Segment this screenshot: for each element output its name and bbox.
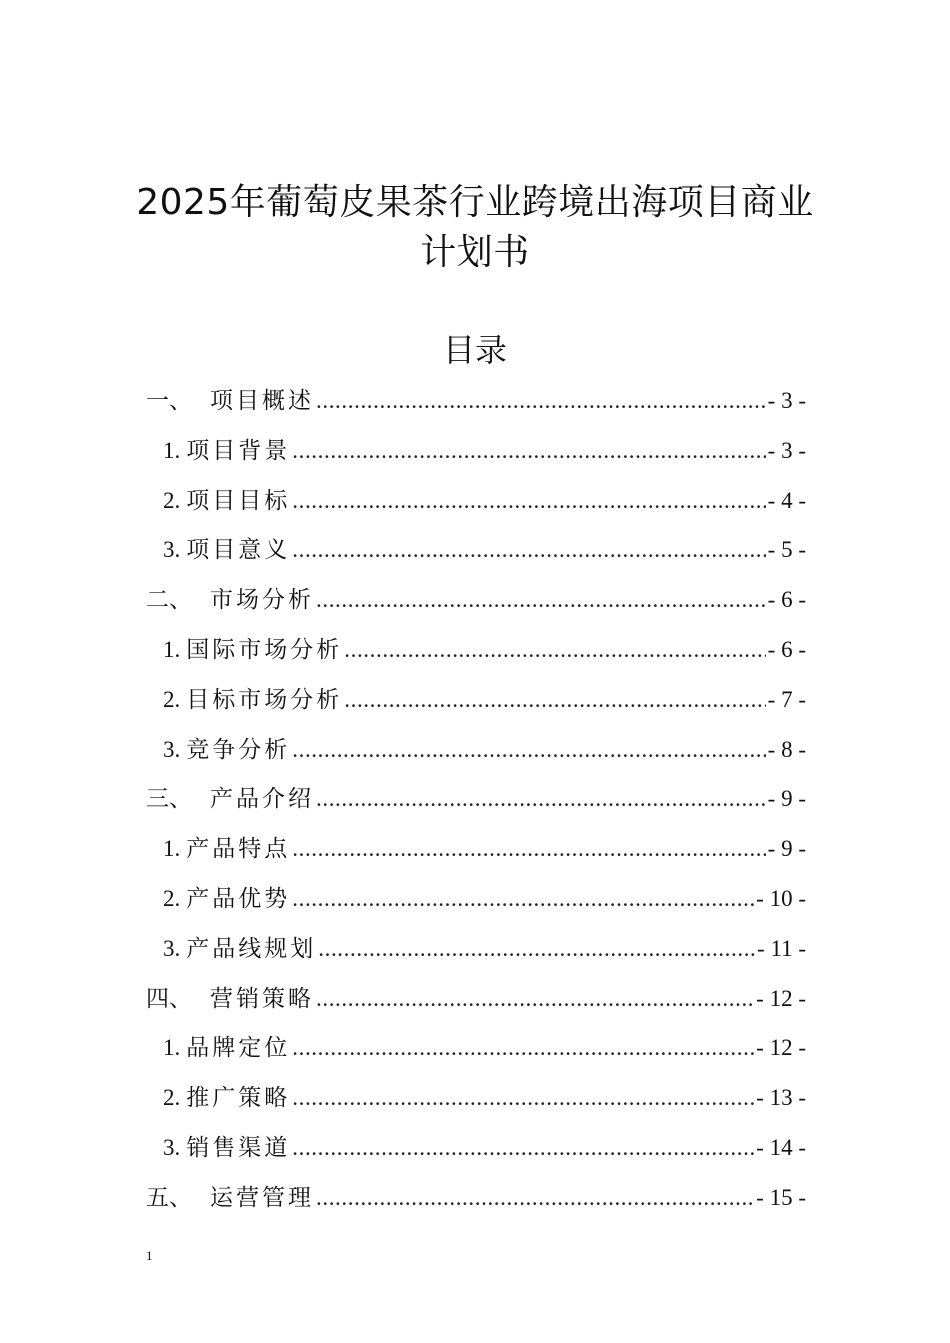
toc-subsection-entry[interactable] — [146, 824, 806, 874]
toc-dot-leader — [292, 426, 765, 476]
toc-dot-leader — [292, 476, 765, 526]
toc-entry-number: 二、 — [146, 587, 192, 613]
toc-section-entry[interactable] — [146, 575, 806, 625]
toc-subsection-entry[interactable] — [146, 625, 806, 675]
toc-entry-page: - 4 - — [767, 487, 806, 513]
toc-entry-number: 3. — [163, 935, 181, 961]
toc-dot-leader — [292, 824, 765, 874]
table-of-contents — [146, 376, 806, 1223]
toc-entry-page: - 14 - — [756, 1134, 806, 1160]
document-title-line-2: 计划书 — [420, 232, 530, 273]
toc-entry-number: 2. — [163, 1085, 181, 1111]
toc-subsection-entry[interactable] — [146, 1123, 806, 1173]
toc-subsection-entry[interactable] — [146, 1073, 806, 1123]
toc-entry-number: 1. — [163, 636, 181, 662]
toc-entry-number: 1. — [163, 437, 181, 463]
toc-subsection-entry[interactable] — [146, 525, 806, 575]
toc-dot-leader — [292, 1023, 754, 1073]
toc-entry-page: - 8 - — [767, 736, 806, 762]
toc-dot-leader — [292, 874, 754, 924]
toc-section-entry[interactable] — [146, 774, 806, 824]
toc-entry-page: - 7 - — [767, 686, 806, 712]
toc-dot-leader — [316, 974, 754, 1024]
toc-entry-number: 2. — [163, 686, 181, 712]
toc-entry-page: - 3 - — [767, 388, 806, 413]
toc-subsection-entry[interactable] — [146, 476, 806, 526]
toc-entry-page: - 10 - — [756, 885, 806, 911]
toc-entry-page: - 15 - — [756, 1184, 806, 1210]
toc-entry-page: - 5 - — [767, 537, 806, 563]
toc-entry-page: - 9 - — [767, 786, 806, 812]
toc-entry-number: 3. — [163, 1134, 181, 1160]
toc-entry-number: 2. — [163, 885, 181, 911]
document-title-line-1: 2025年葡萄皮果茶行业跨境出海项目商业 — [136, 182, 814, 223]
toc-entry-page: - 9 - — [767, 836, 806, 862]
toc-entry-number: 一、 — [146, 388, 192, 413]
toc-entry-label: 销售渠道 — [186, 1134, 291, 1161]
toc-dot-leader — [292, 1073, 754, 1123]
toc-section-entry[interactable] — [146, 974, 806, 1024]
toc-entry-label: 国际市场分析 — [186, 636, 343, 663]
toc-dot-leader — [318, 924, 755, 974]
toc-entry-label: 竞争分析 — [186, 736, 291, 763]
toc-subsection-entry[interactable] — [146, 426, 806, 476]
toc-entry-label: 市场分析 — [210, 587, 314, 614]
toc-entry-page: - 6 - — [767, 587, 806, 613]
toc-entry-label: 品牌定位 — [186, 1035, 291, 1062]
toc-subsection-entry[interactable] — [146, 1023, 806, 1073]
toc-entry-number: 三、 — [146, 786, 192, 812]
toc-entry-label: 项目背景 — [186, 437, 291, 464]
toc-dot-leader — [316, 575, 766, 625]
toc-entry-page: - 12 - — [756, 1035, 806, 1061]
toc-entry-label: 目标市场分析 — [186, 686, 343, 713]
toc-entry-page: - 6 - — [767, 636, 806, 662]
toc-entry-page: - 12 - — [756, 985, 806, 1011]
toc-entry-number: 四、 — [146, 985, 192, 1011]
toc-section-entry[interactable] — [146, 1173, 806, 1223]
toc-entry-page: - 13 - — [756, 1085, 806, 1111]
toc-entry-label: 产品介绍 — [210, 786, 314, 813]
page-number: 1 — [146, 1248, 153, 1263]
toc-entry-label: 产品优势 — [186, 885, 291, 912]
toc-subsection-entry[interactable] — [146, 874, 806, 924]
toc-dot-leader — [316, 376, 766, 426]
toc-entry-label: 项目意义 — [186, 537, 291, 564]
toc-subsection-entry[interactable] — [146, 725, 806, 775]
toc-dot-leader — [292, 1123, 754, 1173]
toc-subsection-entry[interactable] — [146, 924, 806, 974]
toc-entry-label: 项目概述 — [210, 388, 314, 414]
toc-entry-number: 3. — [163, 736, 181, 762]
toc-entry-number: 五、 — [146, 1184, 192, 1210]
document-title — [100, 178, 850, 278]
toc-entry-page: - 3 - — [767, 437, 806, 463]
toc-entry-number: 2. — [163, 487, 181, 513]
toc-heading: 目录 — [442, 331, 507, 369]
toc-dot-leader — [316, 774, 766, 824]
toc-entry-number: 1. — [163, 836, 181, 862]
toc-dot-leader — [292, 525, 765, 575]
toc-dot-leader — [344, 625, 765, 675]
toc-entry-number: 3. — [163, 537, 181, 563]
toc-dot-leader — [316, 1173, 754, 1223]
toc-entry-label: 运营管理 — [210, 1184, 314, 1211]
toc-entry-label: 推广策略 — [186, 1085, 291, 1112]
toc-entry-label: 项目目标 — [186, 487, 291, 514]
toc-dot-leader — [292, 725, 765, 775]
toc-entry-page: - 11 - — [757, 935, 806, 961]
toc-entry-number: 1. — [163, 1035, 181, 1061]
toc-subsection-entry[interactable] — [146, 675, 806, 725]
toc-entry-label: 产品特点 — [186, 836, 291, 863]
toc-entry-label: 营销策略 — [210, 985, 314, 1012]
toc-section-entry[interactable] — [146, 376, 806, 426]
toc-dot-leader — [344, 675, 765, 725]
toc-entry-label: 产品线规划 — [186, 935, 317, 962]
